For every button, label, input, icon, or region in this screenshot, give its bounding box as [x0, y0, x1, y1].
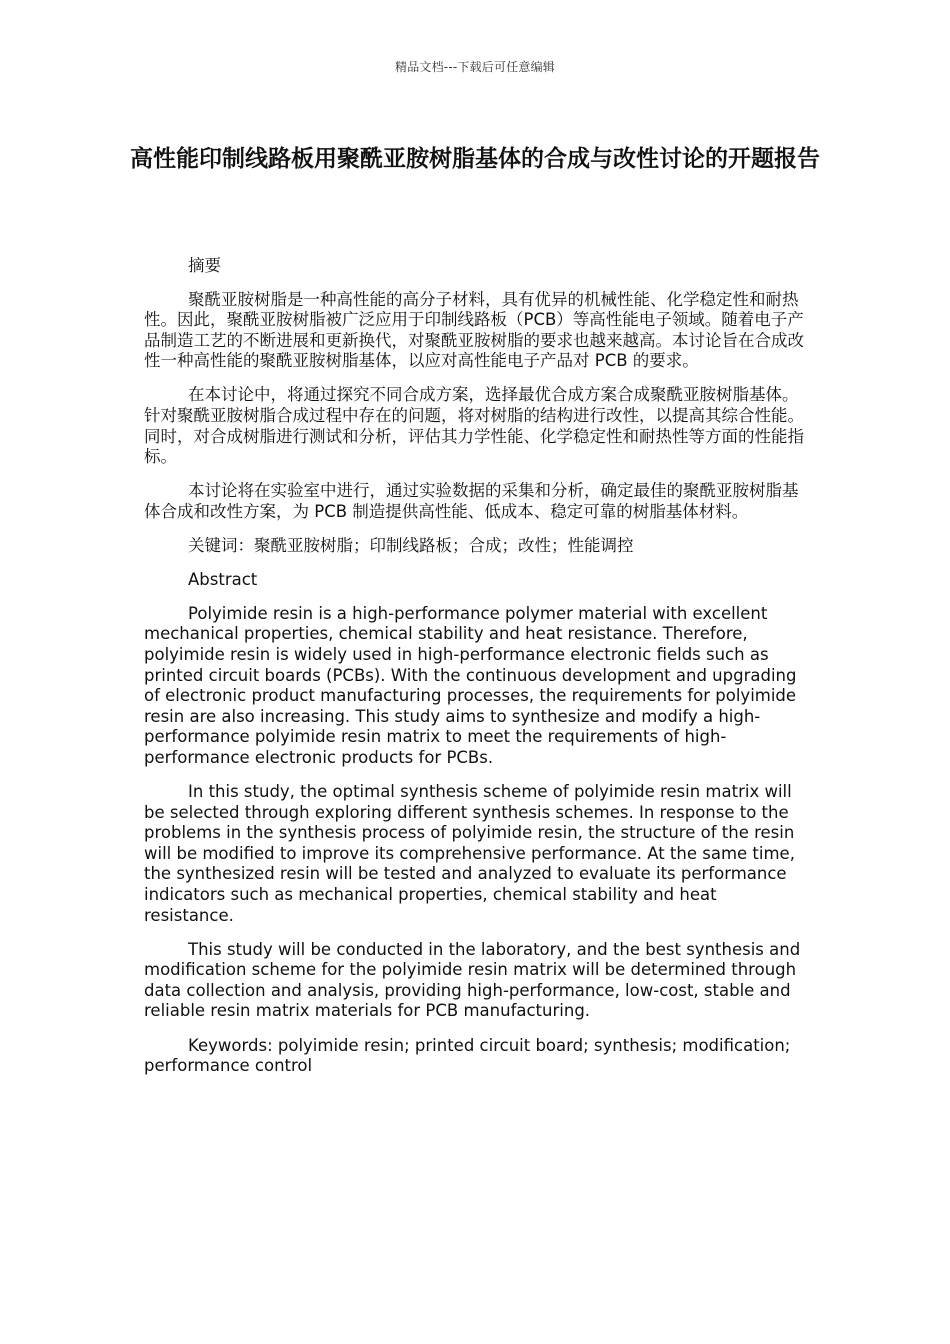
abstract-paragraph-zh-1: 聚酰亚胺树脂是一种高性能的高分子材料，具有优异的机械性能、化学稳定性和耐热性。因此，聚酰亚胺树脂被广泛应用于印制线路板（PCB）等高性能电子领域。随着电子产品制造工艺的不断进展和更新换代，对聚酰亚胺树脂的要求也越来越高。本讨论旨在合成改性一种高性能的聚酰亚胺树脂基体，以应对高性能电子产品对 PCB 的要求。: [144, 289, 804, 371]
abstract-paragraph-zh-3: 本讨论将在实验室中进行，通过实验数据的采集和分析，确定最佳的聚酰亚胺树脂基体合成和改性方案，为 PCB 制造提供高性能、低成本、稳定可靠的树脂基体材料。: [144, 481, 799, 521]
keywords-en: Keywords: polyimide resin; printed circuit board; synthesis; modification; performance control: [144, 1035, 791, 1076]
header-note: 精品文档---下载后可任意编辑: [395, 60, 555, 74]
abstract-paragraph-en-1: Polyimide resin is a high-performance polymer material with excellent mechanical properties, chemical stability and heat resistance. Therefore, polyimide resin is widely used in high-performance electronic fields such as printed circuit boards (PCBs). With the continuous development and upgrading of electronic product manufacturing processes, the requirements for polyimide resin are also increasing. This study aims to synthesize and modify a high-performance polyimide resin matrix to meet the requirements of high-performance electronic products for PCBs.: [144, 603, 797, 767]
abstract-heading-en: Abstract: [188, 570, 258, 590]
abstract-paragraph-zh-2: 在本讨论中，将通过探究不同合成方案，选择最优合成方案合成聚酰亚胺树脂基体。针对聚酰亚胺树脂合成过程中存在的问题，将对树脂的结构进行改性，以提高其综合性能。同时，对合成树脂进行测试和分析，评估其力学性能、化学稳定性和耐热性等方面的性能指标。: [144, 385, 804, 467]
abstract-heading-zh: 摘要: [188, 256, 221, 275]
abstract-paragraph-en-3: This study will be conducted in the laboratory, and the best synthesis and modification scheme for the polyimide resin matrix will be determined through data collection and analysis, providing high-performance, low-cost, stable and reliable resin matrix materials for PCB manufacturing.: [144, 939, 801, 1021]
document-title: 高性能印制线路板用聚酰亚胺树脂基体的合成与改性讨论的开题报告: [130, 146, 820, 172]
document-body: [144, 256, 808, 1090]
abstract-paragraph-en-2: In this study, the optimal synthesis scheme of polyimide resin matrix will be selected through exploring different synthesis schemes. In response to the problems in the synthesis process of polyimide resin, the structure of the resin will be modified to improve its comprehensive performance. At the same time, the synthesized resin will be tested and analyzed to evaluate its performance indicators such as mechanical properties, chemical stability and heat resistance.: [144, 781, 795, 925]
keywords-zh: 关键词：聚酰亚胺树脂；印制线路板；合成；改性；性能调控: [188, 536, 634, 556]
